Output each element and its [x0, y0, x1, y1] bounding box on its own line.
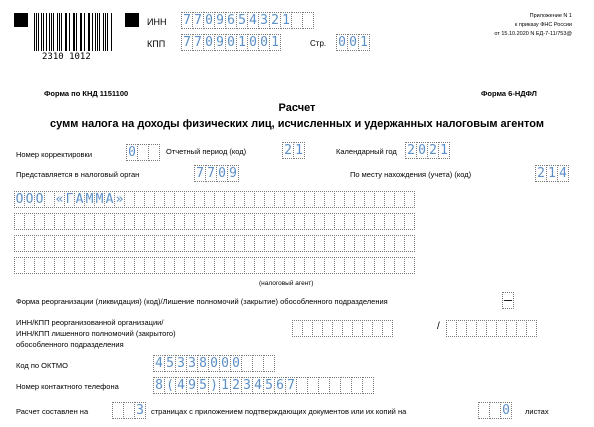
- barcode-image: [34, 13, 112, 51]
- reorg-inn-separator: /: [437, 321, 440, 332]
- char-cell: О: [15, 192, 24, 207]
- char-cell: 3: [134, 402, 146, 419]
- char-cell: 9: [214, 12, 226, 29]
- char-cell: 4: [247, 12, 259, 29]
- char-cell: 2: [427, 142, 439, 159]
- char-cell: 1: [438, 142, 450, 159]
- char-cell: 1: [269, 34, 281, 51]
- char-cell: 7: [181, 34, 193, 51]
- char-cell: 4: [153, 355, 165, 372]
- tax-authority-label: Представляется в налоговый орган: [16, 170, 140, 179]
- inn-label: ИНН: [147, 17, 167, 27]
- char-cell: Г: [65, 192, 74, 207]
- char-cell: 3: [258, 12, 270, 29]
- char-cell: 5: [236, 12, 248, 29]
- char-cell: М: [85, 192, 94, 207]
- char-cell: 5: [197, 377, 209, 394]
- phone-field[interactable]: [153, 377, 373, 394]
- appendix-line-1: Приложение N 1: [529, 13, 572, 19]
- char-cell: 0: [203, 34, 215, 51]
- char-cell: 1: [358, 34, 370, 51]
- pages-prefix-label: Расчет составлен на: [16, 407, 89, 416]
- char-cell: 9: [186, 377, 198, 394]
- knd-code: Форма по КНД 1151100: [44, 89, 129, 98]
- char-cell: О: [35, 192, 44, 207]
- pages-middle-label: страницах с приложением подтверждающих документов или их копий на: [151, 407, 407, 416]
- reorg-kpp-field[interactable]: [446, 320, 536, 337]
- barcode-bar: [69, 13, 70, 51]
- char-cell: (: [164, 377, 176, 394]
- char-cell: 9: [214, 34, 226, 51]
- char-cell: 1: [236, 34, 248, 51]
- char-cell: О: [25, 192, 34, 207]
- location-label: По месту нахождения (учета) (код): [350, 170, 472, 179]
- char-cell: 0: [258, 34, 270, 51]
- char-cell: [404, 213, 415, 230]
- barcode-bar: [84, 13, 85, 51]
- char-cell: [362, 377, 374, 394]
- reorg-inn-line-1: ИНН/КПП реорганизованной организации/: [16, 318, 164, 327]
- char-cell: »: [115, 192, 124, 207]
- char-cell: 8: [153, 377, 165, 394]
- agent-name-row-2[interactable]: [14, 213, 414, 230]
- agent-name-row-4[interactable]: [14, 257, 414, 274]
- kpp-field[interactable]: [181, 34, 280, 51]
- year-field[interactable]: [405, 142, 449, 159]
- char-cell: [302, 12, 314, 29]
- barcode-bar: [34, 13, 35, 51]
- reorg-inn-line-3: обособленного подразделения: [16, 340, 124, 349]
- char-cell: [148, 144, 160, 161]
- correction-label: Номер корректировки: [16, 150, 93, 159]
- char-cell: 4: [175, 377, 187, 394]
- char-cell: 7: [194, 165, 206, 182]
- agent-caption: (налоговый агент): [259, 280, 314, 287]
- char-cell: 7: [285, 377, 297, 394]
- char-cell: [404, 257, 415, 274]
- char-cell: 0: [225, 34, 237, 51]
- pages-field[interactable]: [112, 402, 145, 419]
- corner-marker-right: [125, 13, 139, 27]
- tax-authority-field[interactable]: [194, 165, 238, 182]
- char-cell: 0: [230, 355, 242, 372]
- char-cell: 1: [219, 377, 231, 394]
- char-cell: [404, 235, 415, 252]
- char-cell: 2: [269, 12, 281, 29]
- char-cell: М: [95, 192, 104, 207]
- phone-label: Номер контактного телефона: [16, 382, 119, 391]
- char-cell: [263, 355, 275, 372]
- char-cell: 7: [192, 34, 204, 51]
- pages-suffix-label: листах: [525, 407, 549, 416]
- char-cell: 7: [205, 165, 217, 182]
- char-cell: [526, 320, 537, 337]
- barcode-bar: [88, 13, 89, 51]
- period-label: Отчетный период (код): [166, 147, 247, 156]
- reorg-inn-field[interactable]: [292, 320, 392, 337]
- char-cell: [382, 320, 393, 337]
- char-cell: 3: [175, 355, 187, 372]
- char-cell: 0: [247, 34, 259, 51]
- char-cell: 8: [197, 355, 209, 372]
- barcode-bar: [103, 13, 104, 51]
- barcode-bar: [57, 13, 58, 51]
- char-cell: 5: [263, 377, 275, 394]
- char-cell: 7: [192, 12, 204, 29]
- page-field[interactable]: [336, 34, 369, 51]
- page-subtitle: сумм налога на доходы физических лиц, исчисленных и удержанных налоговым агентом: [50, 118, 544, 130]
- char-cell: 4: [557, 165, 569, 182]
- barcode-number: 2310 1012: [42, 52, 91, 62]
- char-cell: 5: [164, 355, 176, 372]
- char-cell: 6: [225, 12, 237, 29]
- appendix-line-3: от 15.10.2020 N ЕД-7-11/753@: [494, 31, 572, 37]
- barcode-bar: [107, 13, 108, 51]
- char-cell: 0: [208, 355, 220, 372]
- char-cell: 0: [416, 142, 428, 159]
- page-title: Расчет: [278, 102, 316, 114]
- char-cell: 4: [252, 377, 264, 394]
- kpp-label: КПП: [147, 39, 166, 49]
- period-field[interactable]: [282, 142, 304, 159]
- barcode-bar: [76, 13, 77, 51]
- char-cell: 2: [405, 142, 417, 159]
- char-cell: 0: [500, 402, 512, 419]
- char-cell: 0: [216, 165, 228, 182]
- barcode-bar: [95, 13, 96, 51]
- char-cell: 0: [347, 34, 359, 51]
- char-cell: [404, 191, 415, 208]
- char-cell: 2: [282, 142, 294, 159]
- char-cell: 7: [181, 12, 193, 29]
- oktmo-label: Код по ОКТМО: [16, 361, 69, 370]
- reorg-field[interactable]: [502, 292, 513, 309]
- reorg-cell: –: [502, 292, 514, 309]
- barcode-bar: [41, 13, 42, 51]
- barcode-bar: [65, 13, 66, 51]
- char-cell: 1: [546, 165, 558, 182]
- year-label: Календарный год: [336, 147, 397, 156]
- oktmo-field[interactable]: [153, 355, 274, 372]
- char-cell: А: [75, 192, 84, 207]
- char-cell: 2: [230, 377, 242, 394]
- char-cell: «: [55, 192, 64, 207]
- barcode-bar: [53, 13, 54, 51]
- correction-field[interactable]: [126, 144, 159, 161]
- inn-field[interactable]: [181, 12, 313, 29]
- char-cell: 1: [280, 12, 292, 29]
- agent-name-row-3[interactable]: [14, 235, 414, 252]
- char-cell: 6: [274, 377, 286, 394]
- location-field[interactable]: [535, 165, 568, 182]
- agent-name-row-1[interactable]: [14, 191, 414, 208]
- char-cell: 0: [203, 12, 215, 29]
- barcode-bar: [46, 13, 47, 51]
- char-cell: 0: [219, 355, 231, 372]
- char-cell: 1: [293, 142, 305, 159]
- char-cell: ): [208, 377, 220, 394]
- char-cell: 3: [186, 355, 198, 372]
- corner-marker-left: [14, 13, 28, 27]
- appendix-line-2: к приказу ФНС России: [514, 22, 572, 28]
- reorg-inn-line-2: ИНН/КПП лишенного полномочий (закрытого): [16, 329, 176, 338]
- page-label: Стр.: [310, 39, 327, 48]
- char-cell: А: [105, 192, 114, 207]
- char-cell: 3: [241, 377, 253, 394]
- reorg-label: Форма реорганизации (ликвидация) (код)/Лишение полномочий (закрытие) обособленного подразделения: [16, 297, 388, 306]
- form-name: Форма 6-НДФЛ: [481, 89, 537, 98]
- copies-field[interactable]: [478, 402, 511, 419]
- char-cell: 9: [227, 165, 239, 182]
- char-cell: 0: [336, 34, 348, 51]
- char-cell: 0: [126, 144, 138, 161]
- char-cell: 2: [535, 165, 547, 182]
